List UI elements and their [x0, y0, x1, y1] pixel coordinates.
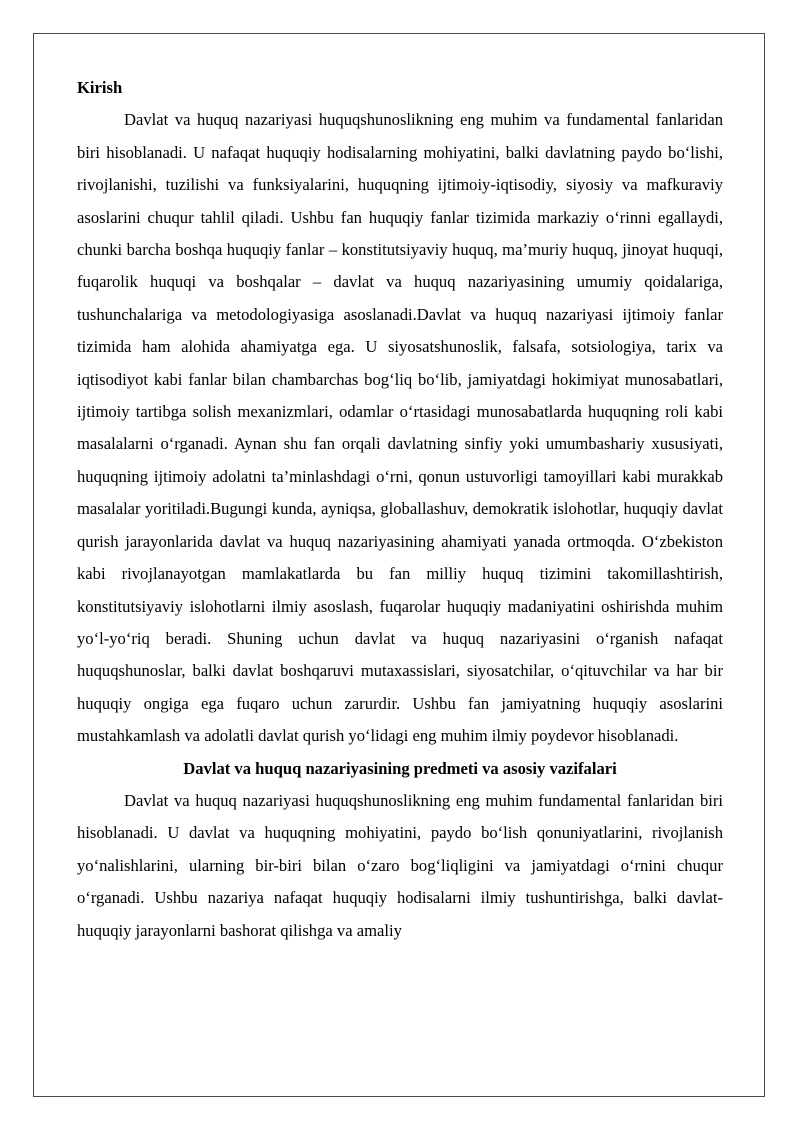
section-heading: Davlat va huquq nazariyasining predmeti va asosiy vazifalari: [183, 758, 617, 778]
document-body: [77, 72, 723, 947]
intro-heading: Kirish: [77, 78, 123, 97]
intro-paragraph: Davlat va huquq nazariyasi huquqshunoslikning eng muhim va fundamental fanlaridan biri hisoblanadi. U nafaqat huquqiy hodisalarning mohiyatini, balki davlatning paydo bo‘lishi, rivojlanishi, tuzilishi va funksiyalarini, huquqning ijtimoiy-iqtisodiy, siyosiy va mafkuraviy asoslarini chuqur tahlil qiladi. Ushbu fan huquqiy fanlar tizimida markaziy o‘rinni egallaydi, chunki barcha boshqa huquqiy fanlar – konstitutsiyaviy huquq, ma’muriy huquq, jinoyat huquqi, fuqarolik huquqi va boshqalar – davlat va huquq nazariyasining umumiy qoidalariga, tushunchalariga va metodologiyasiga asoslanadi.Davlat va huquq nazariyasi ijtimoiy fanlar tizimida ham alohida ahamiyatga ega. U siyosatshunoslik, falsafa, sotsiologiya, tarix va iqtisodiyot kabi fanlar bilan chambarchas bog‘liq bo‘lib, jamiyatdagi hokimiyat munosabatlari, ijtimoiy tartibga solish mexanizmlari, odamlar o‘rtasidagi munosabatlarda huquqning roli kabi masalalarni o‘rganadi. Aynan shu fan orqali davlatning sinfiy yoki umumbashariy xususiyati, huquqning ijtimoiy adolatni ta’minlashdagi o‘rni, qonun ustuvorligi tamoyillari kabi murakkab masalalar yoritiladi.Bugungi kunda, ayniqsa, globallashuv, demokratik islohotlar, huquqiy davlat qurish jarayonlarida davlat va huquq nazariyasining ahamiyati yanada ortmoqda. O‘zbekiston kabi rivojlanayotgan mamlakatlarda bu fan milliy huquq tizimini takomillashtirish, konstitutsiyaviy islohotlarni ilmiy asoslash, fuqarolar huquqiy madaniyatini oshirishda muhim yo‘l-yo‘riq beradi. Shuning uchun davlat va huquq nazariyasini o‘rganish nafaqat huquqshunoslar, balki davlat boshqaruvi mutaxassislari, siyosatchilar, o‘qituvchilar va har bir huquqiy ongiga ega fuqaro uchun zarurdir. Ushbu fan jamiyatning huquqiy asoslarini mustahkamlash va adolatli davlat qurish yo‘lidagi eng muhim ilmiy poydevor hisoblanadi.: [77, 110, 723, 746]
section-paragraph: Davlat va huquq nazariyasi huquqshunoslikning eng muhim fundamental fanlaridan biri hisoblanadi. U davlat va huquqning mohiyatini, paydo bo‘lish qonuniyatlarini, rivojlanish yo‘nalishlarini, ularning bir-biri bilan o‘zaro bog‘liqligini va jamiyatdagi o‘rnini chuqur o‘rganadi. Ushbu nazariya nafaqat huquqiy hodisalarni ilmiy tushuntirishga, balki davlat-huquqiy jarayonlarni bashorat qilishga va amaliy: [77, 790, 723, 940]
